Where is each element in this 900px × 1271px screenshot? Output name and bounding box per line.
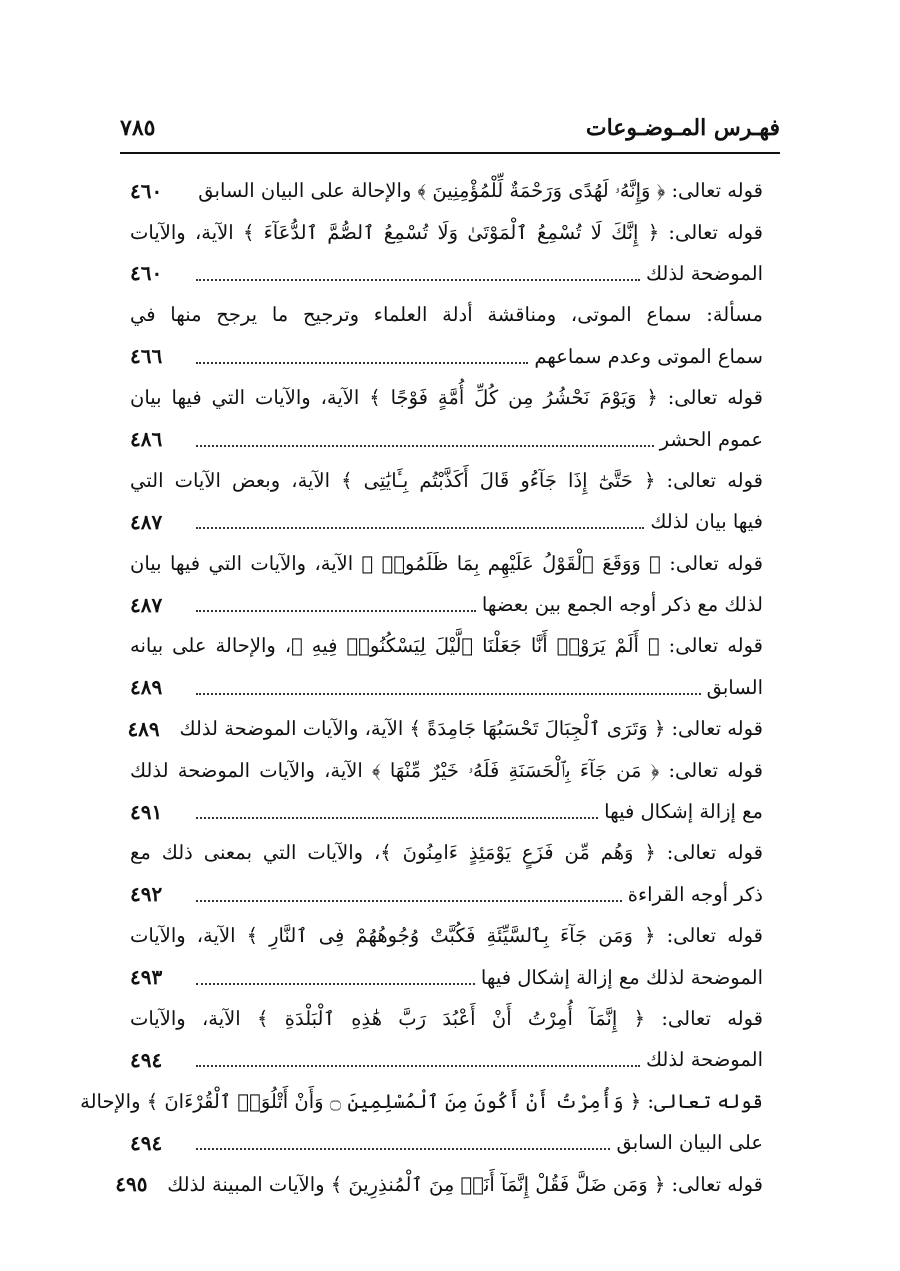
entry-page-number: ٤٩٢ [130,882,163,907]
entry-page-number: ٤٩٤ [130,1047,163,1072]
entry-text: الموضحة لذلك [645,1048,763,1072]
entry-text: السابق [706,675,763,699]
entry-page-number: ٤٨٦ [130,427,163,452]
index-entry [80,1081,763,1164]
entry-line [130,170,763,211]
entry-line [130,667,763,708]
entry-line [130,956,763,997]
page-header [120,108,780,148]
index-entry [130,460,763,543]
entry-text: قوله تعالى: ﴿ إِنَّمَآ أُمِرْتُ أَنْ أَعْبُدَ رَبَّ هَٰذِهِ ٱلْبَلْدَةِ ﴾ الآية، والآيات [130,1007,763,1030]
entry-line [115,1163,763,1204]
entry-line [130,1039,763,1080]
index-entry [130,543,763,626]
dot-leader [196,1147,610,1150]
entry-page-number: ٤٦٠ [130,178,163,203]
dot-leader [196,899,622,902]
entry-text: قوله تعالى: ﴿ أَلَمْ يَرَوْا۟ أَنَّا جَعَلْنَا ٱلَّيْلَ لِيَسْكُنُوا۟ فِيهِ ﴾، والإحالة على بيانه [130,634,763,658]
entry-page-number: ٤٨٩ [127,716,160,741]
entry-line [130,791,763,832]
entry-page-number: ٤٩٤ [130,1130,163,1155]
dot-leader [196,526,644,529]
entry-text: على البيان السابق [616,1131,763,1155]
entry-line [130,418,763,459]
index-entries [80,170,763,1205]
page-number: ٧٨٥ [120,115,156,141]
entry-text: قوله تعالى: ﴿ وَأُمِرْتُ أَنْ أَكُونَ مِنَ ٱلْمُسْلِمِينَ ۝ وَأَنْ أَتْلُوَا۟ ٱلْقُرْءَانَ ﴾ والإحالة [80,1089,763,1113]
index-entry [130,998,763,1081]
dot-leader [196,982,475,985]
entry-text: لذلك مع ذكر أوجه الجمع بين بعضها [481,593,763,617]
dot-leader [196,692,701,695]
entry-line [130,501,763,542]
dot-leader [196,278,640,281]
dot-leader [196,816,598,819]
entry-page-number: ٤٩١ [130,799,163,824]
entry-page-number: ٤٨٧ [130,509,163,534]
entry-line [130,294,763,335]
entry-text: قوله تعالى: ﴿ وَيَوْمَ نَحْشُرُ مِن كُلِّ أُمَّةٍ فَوْجًا ﴾ الآية، والآيات التي فيها بيان [130,386,763,410]
index-entry [127,708,763,749]
index-entry [130,749,763,832]
entry-text: قوله تعالى: ﴿ وَمَن جَآءَ بِٱلسَّيِّئَةِ فَكُبَّتْ وُجُوهُهُمْ فِى ٱلنَّارِ ﴾ الآية، والآيات [130,924,763,948]
entry-text: قوله تعالى: ﴿ وَوَقَعَ ٱلْقَوْلُ عَلَيْهِم بِمَا ظَلَمُوا۟ ﴾ الآية، والآيات التي فيها بيان [130,551,763,575]
dot-leader [196,444,654,447]
entry-page-number: ٤٦٦ [130,344,163,369]
entry-line [127,708,763,749]
index-entry [115,1163,763,1204]
entry-line [130,625,763,666]
entry-text: قوله تعالى: ﴿ وَمَن ضَلَّ فَقُلْ إِنَّمَآ أَنَا۠ مِنَ ٱلْمُنذِرِينَ ﴾ والآيات المبينة لذلك [167,1172,763,1196]
entry-text: مسألة: سماع الموتى، ومناقشة أدلة العلماء وترجيح ما يرجح منها في [130,303,763,327]
entry-line [130,336,763,377]
entry-line [130,377,763,418]
entry-text: عموم الحشر [659,427,763,451]
entry-text: مع إزالة إشكال فيها [604,800,763,824]
entry-text: ذكر أوجه القراءة [627,882,763,906]
header-rule [120,152,780,154]
entry-text: الموضحة لذلك مع إزالة إشكال فيها [480,965,763,989]
dot-leader [196,609,476,612]
entry-line [130,584,763,625]
entry-line [130,1122,763,1163]
entry-text: قوله تعالى: ﴿ إِنَّكَ لَا تُسْمِعُ ٱلْمَوْتَىٰ وَلَا تُسْمِعُ ٱلصُّمَّ ٱلدُّعَآءَ ﴾ الآية، والآيات [130,220,763,244]
entry-line [130,460,763,501]
entry-line [130,253,763,294]
entry-text: فيها بيان لذلك [650,510,763,534]
entry-text: قوله تعالى: ﴿ مَن جَآءَ بِٱلْحَسَنَةِ فَلَهُۥ خَيْرٌ مِّنْهَا ﴾ الآية، والآيات الموضحة لذلك [130,758,763,782]
index-entry [130,294,763,377]
entry-page-number: ٤٩٥ [115,1172,148,1197]
index-entry [130,377,763,460]
entry-page-number: ٤٨٧ [130,592,163,617]
entry-line [130,832,763,873]
entry-page-number: ٤٦٠ [130,261,163,286]
running-title: فهـرس المـوضـوعات [585,115,780,141]
entry-page-number: ٤٨٩ [130,675,163,700]
entry-text: قوله تعالى: ﴿ وَهُم مِّن فَزَعٍ يَوْمَئِذٍ ءَامِنُونَ ﴾، والآيات التي بمعنى ذلك مع [130,841,763,865]
entry-text: سماع الموتى وعدم سماعهم [534,344,763,368]
index-entry [130,915,763,998]
entry-line [80,1081,763,1122]
entry-page-number: ٤٩٣ [130,965,163,990]
index-entry [130,170,763,211]
entry-line [130,211,763,252]
entry-line [130,998,763,1039]
entry-line [130,749,763,790]
entry-text: قوله تعالى: ﴿ حَتَّىٰٓ إِذَا جَآءُو قَالَ أَكَذَّبْتُم بِـَٔايَٰتِى ﴾ الآية، وبعض الآيات التي [130,468,763,492]
entry-line [130,915,763,956]
entry-line [130,874,763,915]
entry-text: قوله تعالى: ﴿ وَتَرَى ٱلْجِبَالَ تَحْسَبُهَا جَامِدَةً ﴾ الآية، والآيات الموضحة لذلك [179,717,763,741]
index-entry [130,211,763,294]
index-entry [130,832,763,915]
entry-line [130,543,763,584]
index-entry [130,625,763,708]
dot-leader [196,361,528,364]
dot-leader [196,1064,640,1067]
entry-text: قوله تعالى: ﴿ وَإِنَّهُۥ لَهُدًى وَرَحْمَةٌ لِّلْمُؤْمِنِينَ ﴾ والإحالة على البيان السابق [198,179,763,203]
entry-text: الموضحة لذلك [645,261,763,285]
